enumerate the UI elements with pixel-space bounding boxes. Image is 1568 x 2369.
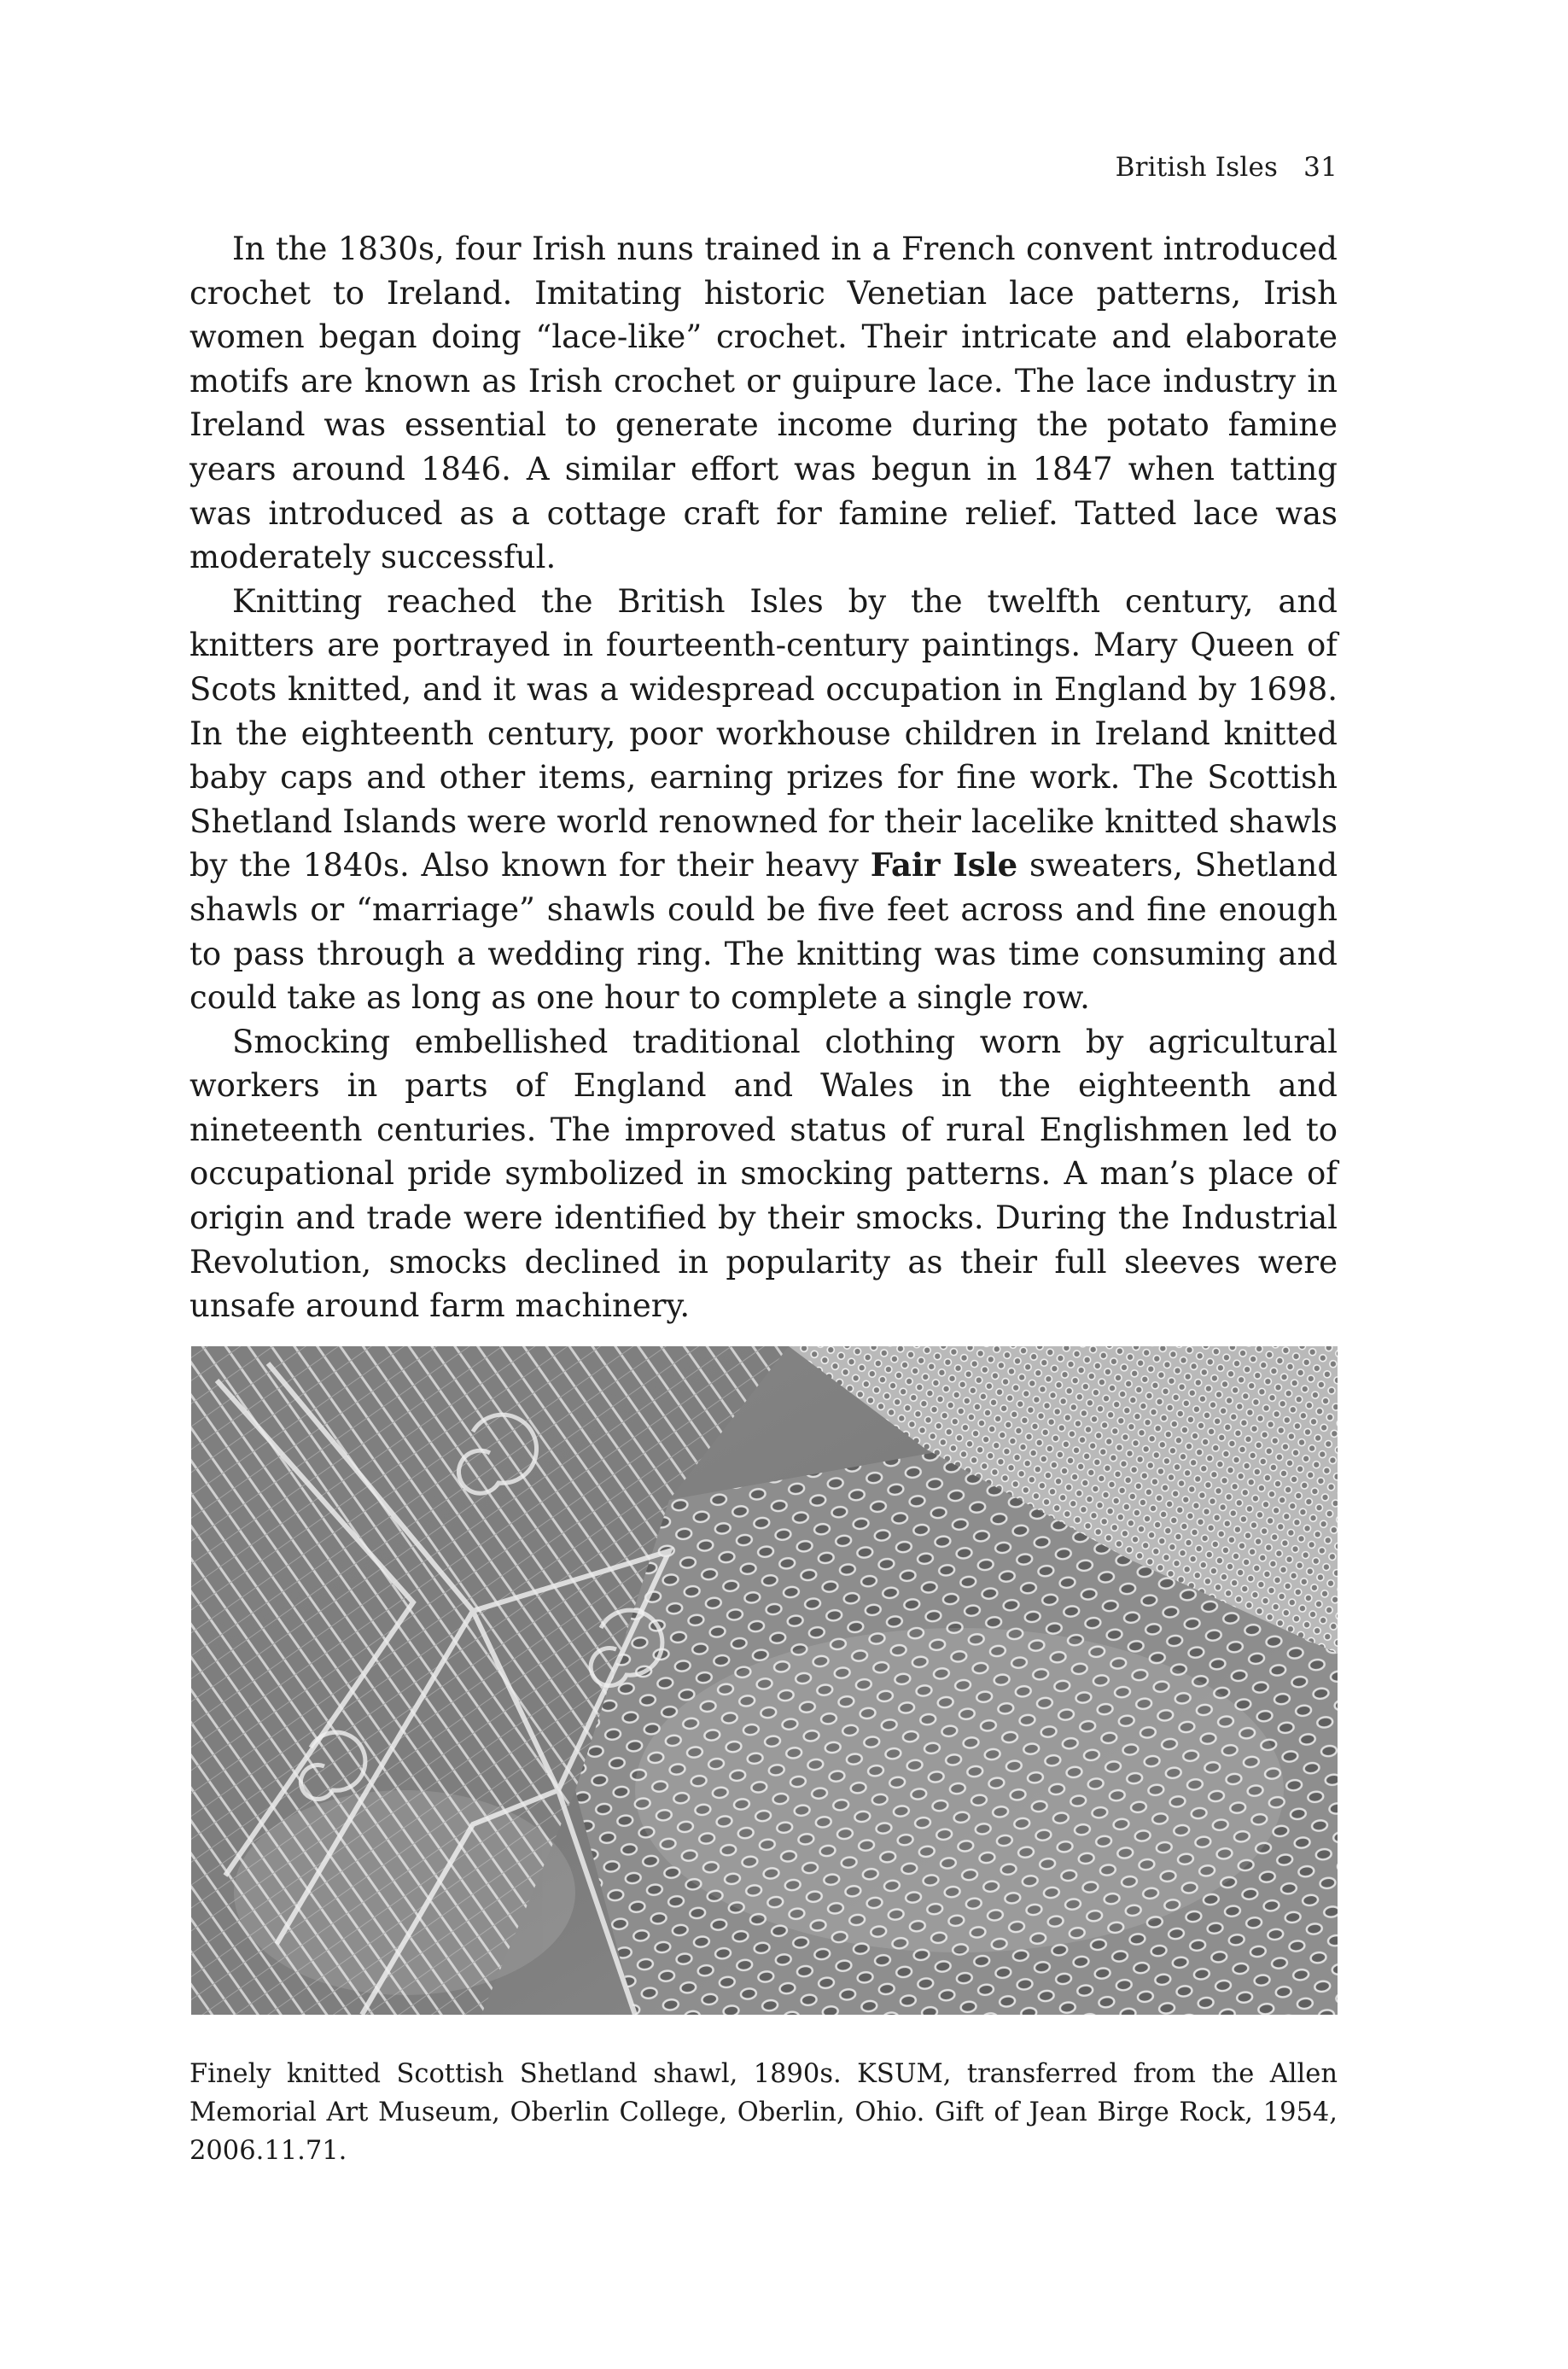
shawl-photo — [191, 1346, 1338, 2015]
paragraph-smocking: Smocking embellished traditional clothing worn by agricultural workers in parts of England and Wales in the eighteenth and nineteenth centuries. The improved status of rural Englishmen led to occupational pride symbolized in smocking patterns. A man’s place of origin and trade were identified by their smocks. During the Industrial Revolution, smocks declined in popularity as their full sleeves were unsafe around farm machinery. — [189, 1023, 1338, 1325]
term-fair-isle: Fair Isle — [870, 846, 1018, 884]
running-head — [1116, 152, 1338, 183]
body-text — [189, 227, 1338, 1328]
paragraph-knitting-end: sweaters, Shetland shawls or “marriage” shawls could be five feet across and fine enough to pass through a wedding ring. The knitting was time consuming and could take as long as one hour to complete a single row. — [189, 847, 1338, 1017]
paragraph-crochet: In the 1830s, four Irish nuns trained in a French convent introduced crochet to Ireland. Imitating historic Venetian lace patterns, Irish women began doing “lace-like” crochet. Their intricate and elaborate motifs are known as Irish crochet or guipure lace. The lace industry in Ireland was essential to generate income during the potato famine years around 1846. A similar effort was begun in 1847 when tatting was introduced as a cottage craft for famine relief. Tatted lace was moderately successful. — [189, 230, 1338, 576]
page-number: 31 — [1303, 152, 1338, 183]
figure-caption: Finely knitted Scottish Shetland shawl, 1890s. KSUM, transferred from the Allen Memorial Art Museum, Oberlin College, Oberlin, Ohio. Gift of Jean Birge Rock, 1954, 2006.11.71. — [189, 2059, 1338, 2166]
paragraph-knitting-start: Knitting reached the British Isles by the twelfth century, and knitters are portrayed in fourteenth-century paintings. Mary Queen of Scots knitted, and it was a widespread occupation in England by 1698. In the eighteenth century, poor workhouse children in Ireland knitted baby caps and other items, earning prizes for fine work. The Scottish Shetland Islands were world renowned for their lacelike knitted shawls by the 1840s. Also known for their heavy — [189, 582, 1338, 884]
paragraph-knitting — [189, 580, 1338, 1020]
running-head-title: British Isles — [1115, 152, 1279, 183]
